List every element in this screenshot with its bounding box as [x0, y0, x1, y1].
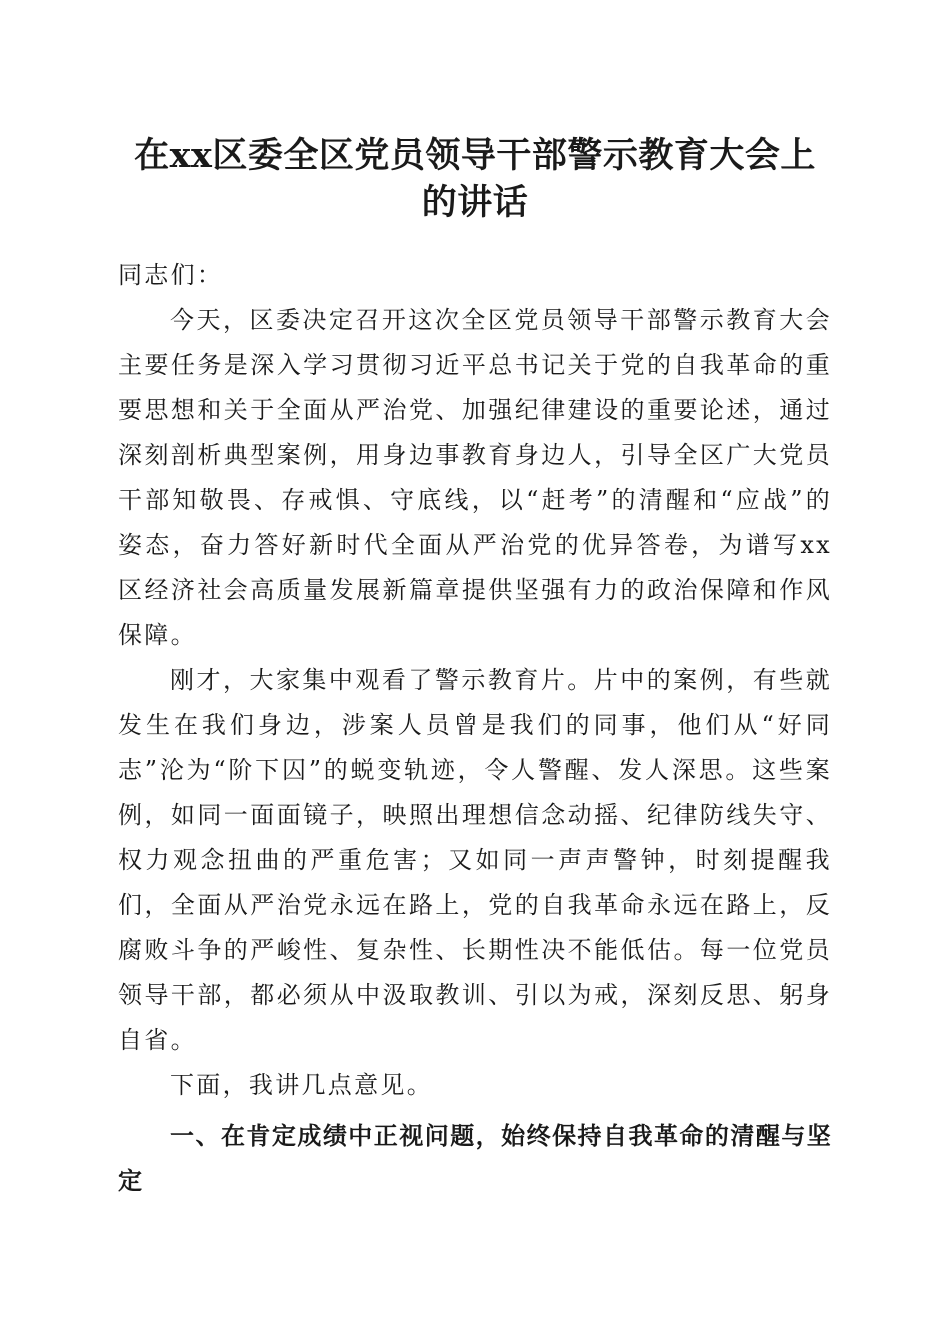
title-line-2: 的讲话 [421, 182, 529, 223]
section-heading-1: 一、在肯定成绩中正视问题，始终保持自我革命的清醒与坚定 [118, 1122, 832, 1195]
paragraph-warning-film: 刚才，大家集中观看了警示教育片。片中的案例，有些就发生在我们身边，涉案人员曾是我们的同事，他们从“好同志”沦为“阶下囚”的蜕变轨迹，令人警醒、发人深思。这些案例，如同一面面镜子，映照出理想信念动摇、纪律防线失守、权力观念扭曲的严重危害；又如同一声声警钟，时刻提醒我们，全面从严治党永远在路上，党的自我革命永远在路上，反腐败斗争的严峻性、复杂性、长期性决不能低估。每一位党员领导干部，都必须从中汲取教训、引以为戒，深刻反思、躬身自省。 [118, 666, 832, 1054]
document-title [100, 132, 850, 226]
title-line-1: 在xx区委全区党员领导干部警示教育大会上 [134, 135, 816, 176]
paragraph-opening: 今天，区委决定召开这次全区党员领导干部警示教育大会主要任务是深入学习贯彻习近平总书记关于党的自我革命的重要思想和关于全面从严治党、加强纪律建设的重要论述，通过深刻剖析典型案例，用身边事教育身边人，引导全区广大党员干部知敬畏、存戒惧、守底线，以“赶考”的清醒和“应战”的姿态，奋力答好新时代全面从严治党的优异答卷，为谱写xx区经济社会高质量发展新篇章提供坚强有力的政治保障和作风保障。 [118, 306, 832, 649]
document-body [118, 253, 832, 1204]
salutation: 同志们： [118, 261, 224, 289]
paragraph-transition: 下面，我讲几点意见。 [170, 1071, 433, 1099]
